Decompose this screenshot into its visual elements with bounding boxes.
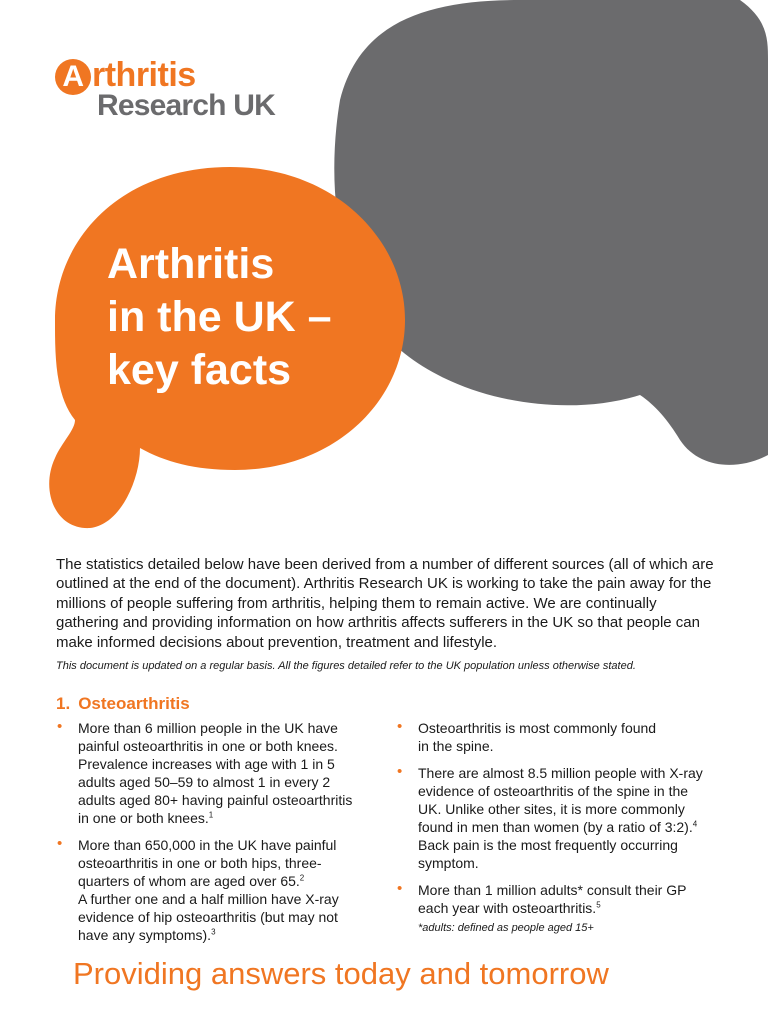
text-line-last xyxy=(78,872,356,890)
text-fragment: each year with osteoarthritis. xyxy=(418,900,597,916)
text-line: evidence of osteoarthritis of the spine in the xyxy=(418,783,689,799)
logo-line-1-text: rthritis xyxy=(92,56,196,94)
text-fragment: found in men than women (by a ratio of 3:2). xyxy=(418,819,693,835)
text-line: osteoarthritis in one or both hips, three- xyxy=(78,855,322,871)
bullet-hips xyxy=(56,836,356,944)
logo-line-2: Research UK xyxy=(97,89,275,122)
logo-initial: A xyxy=(55,59,91,95)
arthritis-research-uk-logo xyxy=(55,55,315,125)
text-line: • More than 650,000 in the UK have painful xyxy=(78,837,337,853)
text-line: painful osteoarthritis in one or both knees. xyxy=(78,738,338,754)
left-column xyxy=(56,719,356,953)
text-fragment: have any symptoms). xyxy=(78,927,212,943)
text-line: • More than 1 million adults* consult their GP xyxy=(418,882,687,898)
text-line-last xyxy=(418,899,696,917)
text-line: • More than 6 million people in the UK have xyxy=(78,720,338,736)
text-line: evidence of hip osteoarthritis (but may not xyxy=(78,909,338,925)
text-line-last xyxy=(418,818,696,836)
text-line: adults aged 50–59 to almost 1 in every 2 xyxy=(78,774,331,790)
bullet-gp xyxy=(396,881,696,917)
text-line: A further one and a half million have X-ray xyxy=(78,891,339,907)
right-column xyxy=(396,719,703,926)
text-line: UK. Unlike other sites, it is more commonly xyxy=(418,801,685,817)
text-line: • There are almost 8.5 million people with X-ray xyxy=(418,765,703,781)
reference-marker: 4 xyxy=(692,819,698,829)
tagline: Providing answers today and tomorrow xyxy=(73,956,609,991)
intro-paragraph: The statistics detailed below have been derived from a number of different sources (all of which are outlined at the end of the document). Arthritis Research UK is working to take the pain away for the millions of people suffering from arthritis, helping them to remain active. We are continually gathering and providing information on how arthritis affects sufferers in the UK so that people can make informed decisions about prevention, treatment and lifestyle. xyxy=(56,556,714,651)
text-line: Back pain is the most frequently occurring xyxy=(418,837,678,853)
text-line-last xyxy=(78,809,356,827)
text-line: adults aged 80+ having painful osteoarthritis xyxy=(78,792,353,808)
bullet-spine-xray xyxy=(396,764,703,872)
title-line-1: Arthritis xyxy=(107,240,275,288)
page-title xyxy=(107,238,407,397)
right-bullet-list xyxy=(396,719,703,917)
text-fragment: quarters of whom are aged over 65. xyxy=(78,873,300,889)
text-line: in the spine. xyxy=(418,738,494,754)
reference-marker: 5 xyxy=(596,900,601,910)
section-number: 1. xyxy=(56,694,71,713)
reference-marker: 2 xyxy=(299,873,305,883)
text-line: • Osteoarthritis is most commonly found xyxy=(418,720,657,736)
text-fragment: in one or both knees. xyxy=(78,810,209,826)
bullet-spine xyxy=(396,719,696,755)
text-line: Prevalence increases with age with 1 in 5 xyxy=(78,756,335,772)
text-line: symptom. xyxy=(418,855,479,871)
update-note: This document is updated on a regular basis. All the figures detailed refer to the UK population unless otherwise stated. xyxy=(56,660,636,672)
reference-marker: 3 xyxy=(211,927,216,937)
section-title: Osteoarthritis xyxy=(78,694,190,713)
bullet-knees xyxy=(56,719,356,827)
reference-marker: 1 xyxy=(208,810,214,820)
text-line-last xyxy=(78,926,356,944)
section-heading xyxy=(56,694,198,714)
title-line-2: in the UK – xyxy=(107,293,332,341)
title-line-3: key facts xyxy=(107,346,292,394)
adults-definition-note: *adults: defined as people aged 15+ xyxy=(418,922,594,934)
left-bullet-list xyxy=(56,719,356,944)
